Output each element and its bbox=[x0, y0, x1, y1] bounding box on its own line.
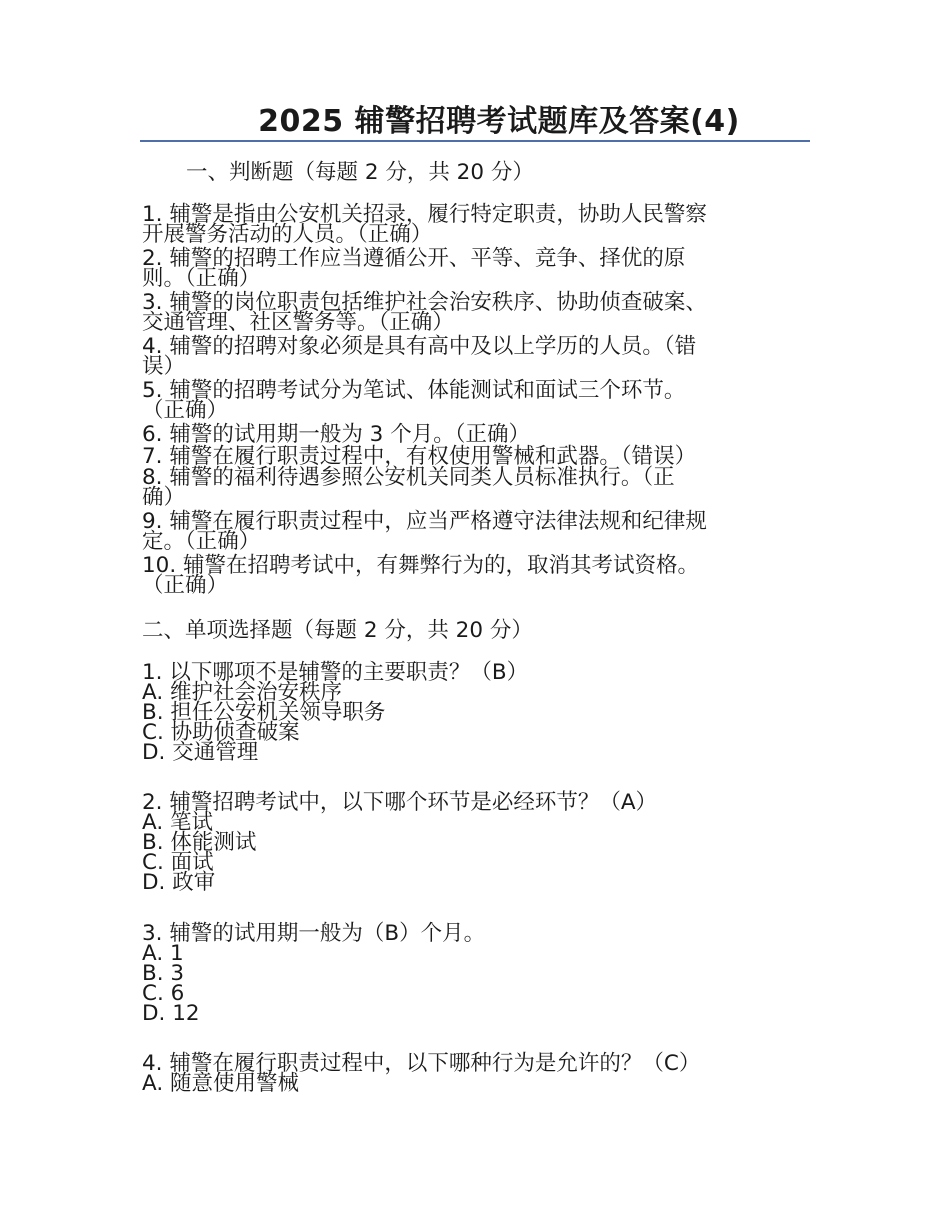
mc-option: A. 随意使用警械 bbox=[142, 1071, 299, 1096]
section-heading-true-false: 一、判断题（每题 2 分，共 20 分） bbox=[186, 160, 534, 185]
mc-option: C. 面试 bbox=[142, 850, 214, 875]
tf-item-4 bbox=[142, 334, 810, 379]
mc-option: A. 1 bbox=[142, 941, 184, 966]
tf-item-line: 8. 辅警的福利待遇参照公安机关同类人员标准执行。（正 bbox=[142, 465, 675, 490]
tf-item-9 bbox=[142, 509, 810, 554]
tf-item-line: 7. 辅警在履行职责过程中，有权使用警械和武器。（错误） bbox=[142, 444, 697, 469]
mc-question-text: 4. 辅警在履行职责过程中，以下哪种行为是允许的？（C） bbox=[142, 1051, 701, 1076]
section-heading-single-choice: 二、单项选择题（每题 2 分，共 20 分） bbox=[142, 618, 533, 643]
tf-item-line: （正确） bbox=[142, 398, 229, 423]
mc-option: A. 笔试 bbox=[142, 810, 213, 835]
mc-option: C. 6 bbox=[142, 981, 185, 1006]
mc-question-text: 2. 辅警招聘考试中，以下哪个环节是必经环节？（A） bbox=[142, 790, 658, 815]
tf-item-line: 6. 辅警的试用期一般为 3 个月。（正确） bbox=[142, 422, 530, 447]
tf-item-line: 1. 辅警是指由公安机关招录，履行特定职责，协助人民警察 bbox=[142, 202, 707, 227]
mc-option: D. 政审 bbox=[142, 870, 216, 895]
tf-item-6 bbox=[142, 422, 810, 447]
mc-question-text: 1. 以下哪项不是辅警的主要职责？（B） bbox=[142, 660, 529, 685]
mc-option: B. 3 bbox=[142, 961, 185, 986]
tf-item-8 bbox=[142, 465, 810, 510]
tf-item-line: 9. 辅警在履行职责过程中，应当严格遵守法律法规和纪律规 bbox=[142, 509, 707, 534]
mc-question-4 bbox=[142, 1051, 810, 1096]
tf-item-1 bbox=[142, 202, 810, 247]
mc-option: D. 12 bbox=[142, 1001, 200, 1026]
tf-item-line: 开展警务活动的人员。（正确） bbox=[142, 222, 433, 247]
tf-item-line: 4. 辅警的招聘对象必须是具有高中及以上学历的人员。（错 bbox=[142, 334, 697, 359]
document-title: 2025 辅警招聘考试题库及答案(4) bbox=[258, 104, 740, 139]
mc-question-3 bbox=[142, 921, 810, 1026]
tf-item-line: 则。（正确） bbox=[142, 266, 261, 291]
tf-item-line: 交通管理、社区警务等。（正确） bbox=[142, 310, 454, 335]
tf-item-line: 2. 辅警的招聘工作应当遵循公开、平等、竞争、择优的原 bbox=[142, 246, 686, 271]
mc-option: B. 担任公安机关领导职务 bbox=[142, 700, 386, 725]
tf-item-line: 误） bbox=[142, 354, 186, 379]
mc-option: B. 体能测试 bbox=[142, 830, 257, 855]
mc-option: C. 协助侦查破案 bbox=[142, 720, 300, 745]
mc-question-text: 3. 辅警的试用期一般为（B）个月。 bbox=[142, 921, 486, 946]
tf-item-7 bbox=[142, 444, 810, 469]
tf-item-line: 10. 辅警在招聘考试中，有舞弊行为的，取消其考试资格。 bbox=[142, 553, 700, 578]
tf-item-line: 定。（正确） bbox=[142, 529, 261, 554]
tf-item-2 bbox=[142, 246, 810, 291]
tf-item-line: 3. 辅警的岗位职责包括维护社会治安秩序、协助侦查破案、 bbox=[142, 290, 707, 315]
mc-option: D. 交通管理 bbox=[142, 740, 259, 765]
title-underline bbox=[140, 140, 810, 142]
tf-item-line: 确） bbox=[142, 485, 186, 510]
mc-question-1 bbox=[142, 660, 810, 765]
tf-item-line: （正确） bbox=[142, 573, 229, 598]
mc-question-2 bbox=[142, 790, 810, 895]
mc-option: A. 维护社会治安秩序 bbox=[142, 680, 342, 705]
tf-item-10 bbox=[142, 553, 810, 598]
tf-item-3 bbox=[142, 290, 810, 335]
tf-item-5 bbox=[142, 378, 810, 423]
tf-item-line: 5. 辅警的招聘考试分为笔试、体能测试和面试三个环节。 bbox=[142, 378, 686, 403]
